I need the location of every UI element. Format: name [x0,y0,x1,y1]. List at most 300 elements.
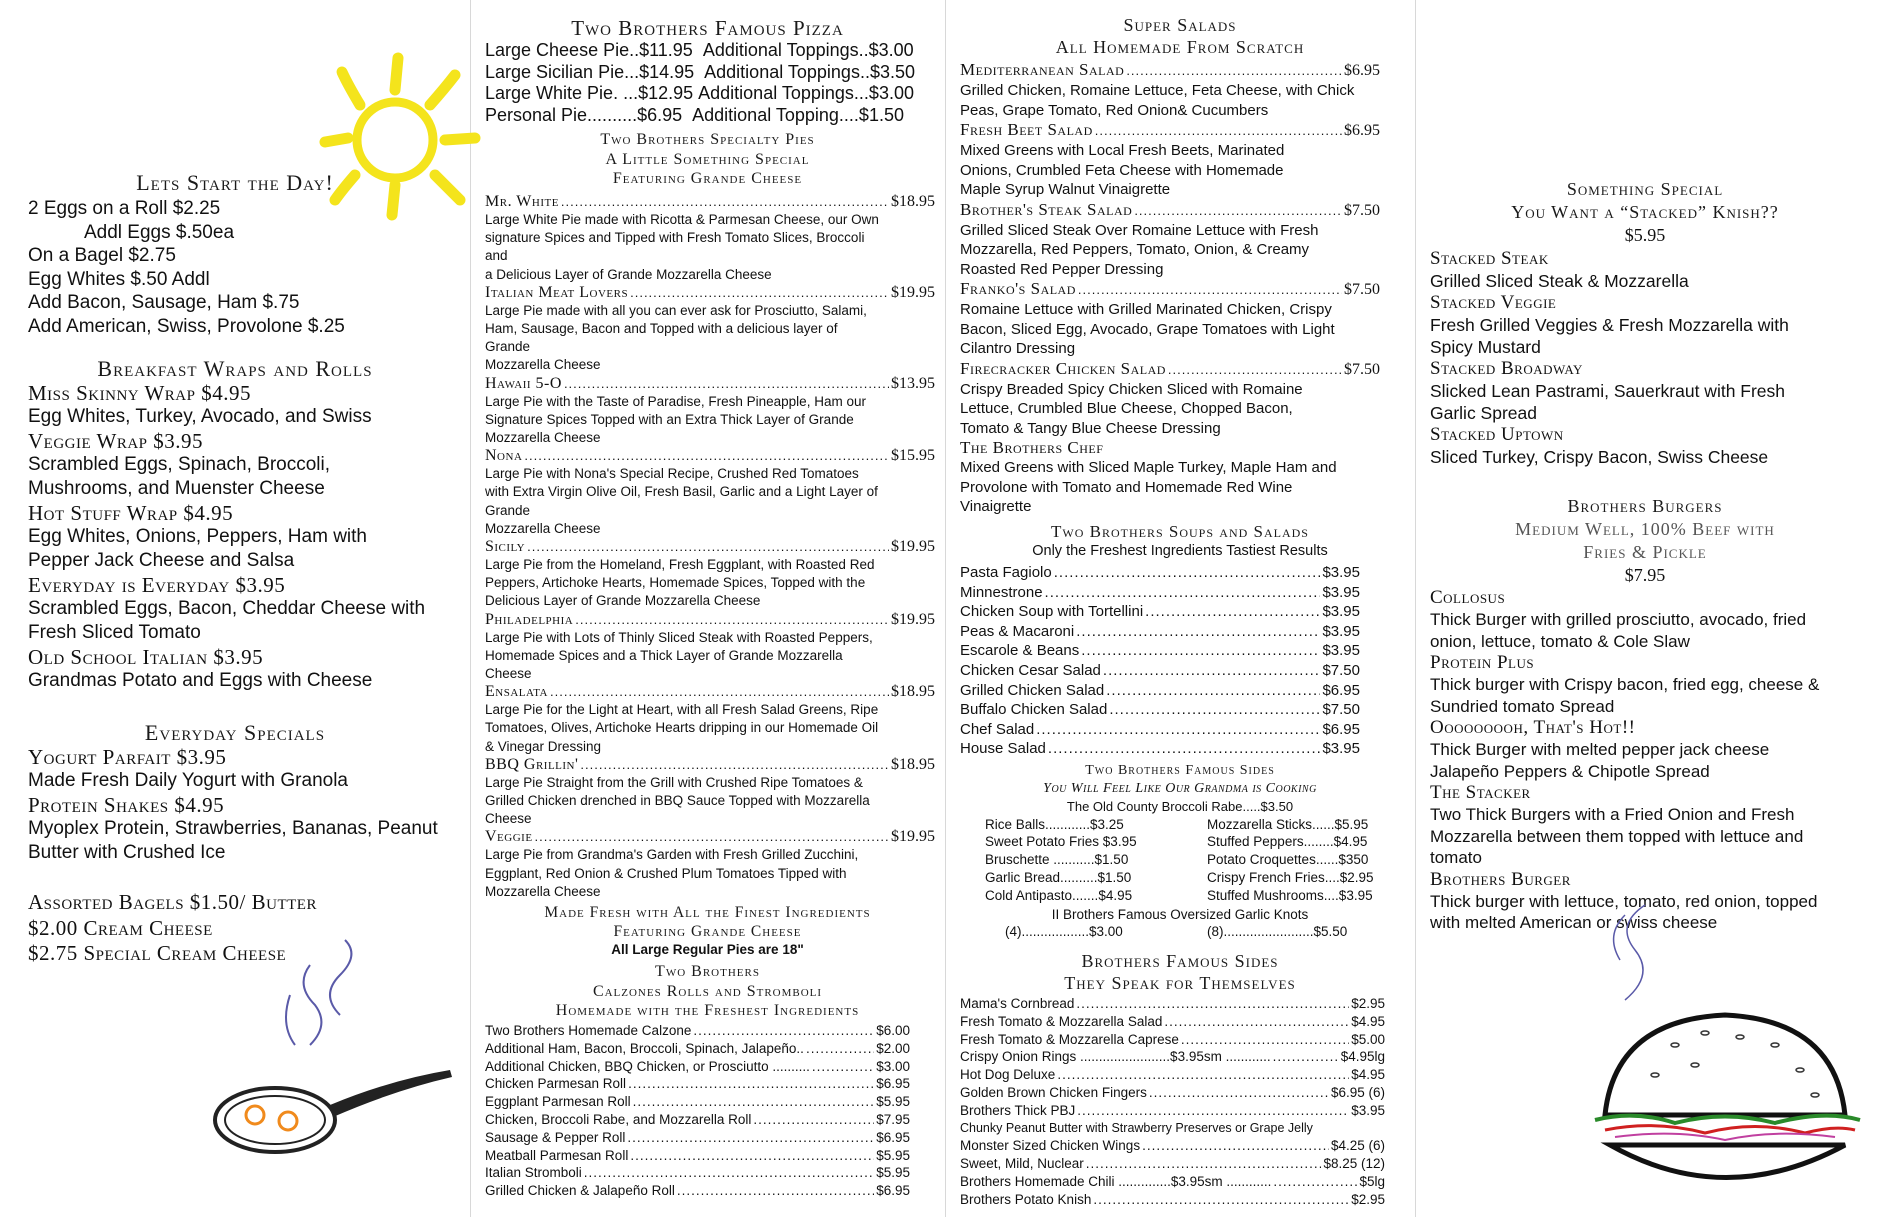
burger-desc: Two Thick Burgers with a Fried Onion and Fresh [1430,805,1795,824]
item-name: Additional Chicken, BBQ Chicken, or Prosciutto .......... [485,1058,810,1074]
item-price: $6.95 [876,1183,910,1199]
pie-name: Hawaii 5-O [485,374,562,392]
pie-name: Sicily [485,538,526,556]
item-name: Chicken, Broccoli Rabe, and Mozzarella Roll [485,1111,752,1127]
pie-price: $19.95 [891,828,935,846]
item-name: Two Brothers Homemade Calzone [485,1023,692,1038]
specialty-list [485,193,935,901]
broccoli-rabe: The Old County Broccoli Rabe.....$3.50 [1066,799,1294,814]
item-price: $3.00 [876,1058,910,1074]
menu-row [960,563,1360,583]
pie-name: Nona [485,447,523,465]
dot-leader [1036,720,1320,740]
pie-desc: Large Pie with Nona's Special Recipe, Crushed Red Tomatoes [485,466,859,482]
salad-desc: Tomato & Tangy Blue Cheese Dressing [960,419,1221,437]
pie-price: $18.95 [891,683,935,701]
side-item: Sweet Potato Fries $3.95 [985,834,1137,850]
knish-desc: Garlic Spread [1430,403,1537,423]
specialty-title: Two Brothers Specialty Pies [600,131,815,148]
knish-desc: Spicy Mustard [1430,337,1541,357]
salad-desc: Mixed Greens with Local Fresh Beets, Marinated [960,142,1285,159]
item-name: Peas & Macaroni [960,622,1075,640]
pie-price: $15.95 [891,447,935,465]
pie-size-note: All Large Regular Pies are 18" [611,942,804,957]
salad-desc: Maple Syrup Walnut Vinaigrette [960,181,1171,198]
garlic-knots-prices [945,923,1415,941]
burger-name: Ooooooooh, That's Hot!! [1430,717,1636,738]
special-titles [1415,178,1875,247]
pizza-row [485,62,945,84]
pie-desc: Tomatoes, Olives, Artichoke Hearts dripping in our Homemade Oil [485,720,879,736]
dot-leader [627,1129,874,1147]
menu-row [960,720,1360,740]
menu-row [485,1040,910,1058]
menu-row [960,1155,1385,1173]
start-day-line: Add American, Swiss, Provolone $.25 [28,315,345,337]
item-name: Buffalo Chicken Salad [960,701,1108,719]
dot-leader [527,538,889,556]
knish-desc: Sliced Turkey, Crispy Bacon, Swiss Cheese [1430,447,1769,467]
menu-row [960,1066,1385,1084]
item-name: Chicken Parmesan Roll [485,1076,627,1092]
salad-desc: Grilled Chicken, Romaine Lettuce, Feta Cheese, with Chick [960,82,1355,99]
pie-name: Philadelphia [485,610,574,628]
salads-subtitle: All Homemade From Scratch [1055,37,1305,57]
salad-desc: Romaine Lettuce with Grilled Marinated Chicken, Crispy [960,301,1332,318]
menu-row [960,1191,1385,1209]
pie-price: $19.95 [891,538,935,556]
side-item: Rice Balls............$3.25 [985,816,1124,832]
wrap-desc: Fresh Sliced Tomato [28,622,201,643]
sides-grid [945,816,1415,906]
salad-desc: Grilled Sliced Steak Over Romaine Lettuce with Fresh [960,221,1319,239]
dot-leader [1081,641,1320,661]
menu-row [485,1022,910,1040]
menu-row [960,1120,1385,1138]
salad-desc: Mixed Greens with Sliced Maple Turkey, Maple Ham and [960,459,1337,476]
dot-leader [693,1022,874,1040]
salad-name: Fresh Beet Salad [960,120,1093,139]
dot-leader [580,756,889,774]
item-price: $3.95 [1322,642,1360,660]
dot-leader [1126,61,1342,81]
item-price: $6.95 [876,1129,910,1145]
dot-leader [1086,1155,1322,1173]
item-price: $7.50 [1322,661,1360,679]
menu-row [960,1048,1385,1066]
pie-desc: Grande [485,339,531,355]
wrap-desc: Mushrooms, and Muenster Cheese [28,478,325,499]
dot-leader [1095,121,1342,141]
pie-desc: Large Pie Straight from the Grill with Crushed Ripe Tomatoes & [485,774,863,790]
item-price: $8.25 (12) [1323,1156,1385,1172]
item-price: $4.95 [1351,1013,1385,1029]
item-price: $5.95 [876,1147,910,1163]
soup-list [960,563,1360,759]
pie-desc: Peppers, Artichoke Hearts, Homemade Spices, Topped with the [485,575,866,591]
menu-row [485,1147,910,1165]
item-name: Crispy Onion Rings ........................$3.95sm ............ [960,1049,1271,1065]
start-day-line: Add Bacon, Sausage, Ham $.75 [28,292,300,313]
dot-leader [1273,1173,1357,1191]
salad-name: Firecracker Chicken Salad [960,358,1166,378]
soups-title: Two Brothers Soups and Salads [1051,522,1309,541]
dot-leader [1076,622,1320,642]
calzone-title: Homemade with the Freshest Ingredients [555,1002,860,1019]
menu-row [960,1102,1385,1120]
item-price: $3.95 [1322,564,1360,581]
menu-row [960,1173,1385,1191]
knish-desc: Grilled Sliced Steak & Mozzarella [1430,271,1689,291]
wraps-title: Breakfast Wraps and Rolls [97,356,373,381]
burger-desc: tomato [1430,848,1482,867]
pizza-price: Large Cheese Pie..$11.95 [485,40,693,60]
menu-row [960,995,1385,1013]
item-price: $6.95 (6) [1330,1084,1385,1100]
salad-name: Franko's Salad [960,279,1076,298]
dot-leader [524,447,889,465]
item-name: Pasta Fagiolo [960,564,1052,581]
salad-price: $7.50 [1344,201,1380,219]
burger-desc: onion, lettuce, tomato & Cole Slaw [1430,631,1690,651]
menu-row [485,1129,910,1147]
item-name: Brothers Homemade Chili ..............$3.95sm ............ [960,1173,1272,1189]
pie-desc: Signature Spices Topped with an Extra Thick Layer of Grande [485,411,854,427]
menu-row [960,1031,1385,1049]
menu-row [960,700,1360,720]
dot-leader [1149,1084,1329,1102]
salad-name-row [960,279,1380,300]
item-price: $3.95 [1322,583,1360,601]
item-name: House Salad [960,740,1046,758]
column-salads [945,0,1415,1217]
special-name: Yogurt Parfait $3.95 [28,745,227,769]
bagel-line: $2.75 Special Cream Cheese [28,941,287,965]
menu-row [485,1111,910,1129]
pizza-price: Large White Pie. ...$12.95 [485,83,694,103]
dot-leader [677,1182,874,1200]
item-price: $3.95 [1322,603,1360,621]
dot-leader [1103,661,1321,681]
pie-desc: signature Spices and Tipped with Fresh Tomato Slices, Broccoli [485,230,865,246]
salad-price: $6.95 [1344,122,1380,139]
pie-price: $19.95 [891,283,935,301]
dot-leader [1054,563,1321,583]
knish-name: Stacked Steak [1430,248,1549,269]
salad-desc: Onions, Crumbled Feta Cheese with Homemade [960,161,1284,179]
item-price: $6.95 [1322,720,1360,738]
special-subtitle: You Want a “Stacked” Knish?? [1511,202,1779,222]
pie-name: Italian Meat Lovers [485,283,629,301]
column-breakfast [0,0,470,1217]
specialty-footer [470,903,945,959]
item-name: Additional Ham, Bacon, Broccoli, Spinach, Jalapeño.. [485,1040,804,1056]
special-desc: Myoplex Protein, Strawberries, Bananas, Peanut [28,818,438,839]
sides2-subtitle: They Speak for Themselves [1064,973,1296,993]
pie-desc: and [485,248,508,264]
pizza-row [485,40,945,62]
wrap-desc: Scrambled Eggs, Bacon, Cheddar Cheese with [28,598,426,619]
side-item: Garlic Bread..........$1.50 [985,869,1132,885]
pie-name-row [485,611,935,629]
knots-price-8: (8)........................$5.50 [1207,924,1348,939]
item-name: Escarole & Beans [960,642,1080,660]
dot-leader [628,1075,874,1093]
dot-leader [1076,995,1349,1013]
salad-desc: Peas, Grape Tomato, Red Onion& Cucumbers [960,101,1269,119]
wrap-name: Veggie Wrap $3.95 [28,429,204,453]
pie-desc: Mozzarella Cheese [485,430,601,446]
salad-desc: Mozzarella, Red Peppers, Tomato, Onion, & Creamy [960,241,1310,258]
burger-desc: Sundried tomato Spread [1430,696,1615,716]
start-day-list [28,197,345,338]
item-price: $4.25 (6) [1330,1138,1385,1154]
item-name: Chicken Cesar Salad [960,661,1101,679]
salad-price: $7.50 [1344,281,1380,298]
dot-leader [535,828,889,846]
salad-list [960,60,1380,517]
salad-desc: Roasted Red Pepper Dressing [960,260,1164,278]
burger-name: Protein Plus [1430,652,1535,673]
pie-name-row [485,193,935,211]
pizza-prices [485,40,945,126]
item-price: $5.95 [876,1165,910,1181]
special-title: Something Special [1566,179,1724,199]
item-price: $4.95lg [1340,1049,1385,1065]
menu-row [485,1058,910,1076]
item-price: $5.95 [876,1094,910,1110]
item-price: $3.95 [1322,740,1360,758]
start-day-line: 2 Eggs on a Roll $2.25 [28,198,221,219]
wrap-name: Everyday is Everyday $3.95 [28,573,286,597]
garlic-knots: II Brothers Famous Oversized Garlic Knots [1051,906,1309,922]
item-name: Brothers Potato Knish [960,1191,1092,1207]
pie-name: BBQ Grillin' [485,755,579,773]
burger-title: Brothers Burgers [1567,496,1723,516]
specialty-footer-line: Featuring Grande Cheese [613,923,802,940]
menu-row [960,739,1360,759]
item-price: $7.50 [1322,701,1360,719]
sides2-list [960,995,1385,1209]
wrap-name: Miss Skinny Wrap $4.95 [28,381,251,405]
dot-leader [1273,1048,1339,1066]
pie-desc: Grilled Chicken drenched in BBQ Sauce Topped with Mozzarella [485,793,870,809]
sides2-titles [945,950,1415,994]
item-name: Fresh Tomato & Mozzarella Salad [960,1013,1163,1029]
knish-desc: Slicked Lean Pastrami, Sauerkraut with Fresh [1430,381,1786,401]
item-name: Hot Dog Deluxe [960,1067,1056,1083]
burger-name: Collosus [1430,587,1506,608]
sides-right [1207,816,1374,905]
item-name: Sweet, Mild, Nuclear [960,1156,1084,1172]
pie-name-row [485,375,935,393]
start-day-line: Egg Whites $.50 Addl [28,268,210,290]
burger-desc: Thick Burger with grilled prosciutto, avocado, fried [1430,610,1807,629]
item-name: Meatball Parmesan Roll [485,1147,629,1163]
wrap-desc: Egg Whites, Turkey, Avocado, and Swiss [28,406,372,427]
everyday-title: Everyday Specials [144,720,326,745]
burger-desc: Thick Burger with melted pepper jack cheese [1430,740,1770,759]
soups-subtitle: Only the Freshest Ingredients Tastiest Results [1032,543,1328,559]
special-list [1430,248,1870,468]
wrap-desc: Scrambled Eggs, Spinach, Broccoli, [28,454,331,475]
item-name: Mama's Cornbread [960,996,1075,1011]
pie-price: $18.95 [891,193,935,210]
pie-desc: Grande [485,502,531,518]
calzone-title: Calzones Rolls and Stromboli [592,982,823,1000]
special-desc: Butter with Crushed Ice [28,842,226,863]
menu-row [485,1182,910,1200]
item-name: Chunky Peanut Butter with Strawberry Preserves or Grape Jelly [960,1120,1313,1135]
pie-desc: Large Pie for the Light at Heart, with all Fresh Salad Greens, Ripe [485,702,879,718]
item-name: Brothers Thick PBJ [960,1102,1076,1118]
menu-row [960,583,1360,603]
pie-name-row [485,538,935,556]
side-item: Potato Croquettes......$350 [1207,852,1369,868]
burger-list [1430,587,1880,934]
salad-price: $6.95 [1344,62,1380,79]
item-name: Minnestrone [960,583,1043,601]
salad-name-row [960,60,1380,81]
pie-desc: Large Pie made with all you can ever ask for Prosciutto, Salami, [485,302,867,318]
item-price: $6.00 [876,1023,910,1038]
menu-row [960,1137,1385,1155]
dot-leader [630,1147,874,1165]
menu-row [960,622,1360,642]
dot-leader [561,193,889,211]
famous-sides-title: Two Brothers Famous Sides [1085,763,1275,778]
item-name: Grilled Chicken & Jalapeño Roll [485,1183,675,1199]
dot-leader [1142,1137,1329,1155]
burger-icon [1575,905,1875,1210]
salad-name: Brother's Steak Salad [960,199,1133,219]
salad-desc: Provolone with Tomato and Homemade Red Wine [960,478,1293,496]
pie-name: Mr. White [485,193,559,210]
dot-leader [806,1040,874,1058]
dot-leader [1078,280,1342,300]
salad-desc: Cilantro Dressing [960,340,1076,357]
wrap-desc: Grandmas Potato and Eggs with Cheese [28,670,373,691]
item-price: $2.00 [876,1040,910,1056]
pie-name-row [485,447,935,465]
pie-desc: & Vinegar Dressing [485,738,602,754]
pie-desc: a Delicious Layer of Grande Mozzarella Cheese [485,266,772,282]
menu-row [960,641,1360,661]
dot-leader [1168,360,1342,380]
menu-row [960,1084,1385,1102]
menu-row [485,1075,910,1093]
burger-desc: with melted American or swiss cheese [1430,913,1718,932]
burger-desc: Thick burger with Crispy bacon, fried egg, cheese & [1430,675,1820,694]
item-price: $4.95 [1351,1067,1385,1083]
item-price: $6.95 [876,1076,910,1092]
pizza-price: Large Sicilian Pie...$14.95 [485,61,695,82]
item-price: $5lg [1359,1173,1385,1189]
salad-price: $7.50 [1344,360,1380,378]
topping-price: Additional Toppings...$3.00 [698,83,914,103]
item-price: $6.95 [1322,681,1360,699]
pie-desc: Large White Pie made with Ricotta & Parmesan Cheese, our Own [485,212,879,227]
dot-leader [1045,583,1321,603]
dot-leader [633,1093,875,1111]
salad-name: Mediterranean Salad [960,60,1125,79]
item-price: $2.95 [1351,996,1385,1011]
menu-row [960,681,1360,701]
dot-leader [1109,700,1320,720]
side-item: Stuffed Mushrooms....$3.95 [1207,887,1373,903]
pie-desc: Cheese [485,666,532,682]
wrap-desc: Egg Whites, Onions, Peppers, Ham with [28,526,367,547]
pie-name-row [485,756,935,774]
burger-name: Brothers Burger [1430,868,1571,890]
pie-name-row [485,683,935,701]
salads-title: Super Salads [1123,15,1237,35]
salad-name-row [960,200,1380,221]
dot-leader [753,1111,874,1129]
wraps-list [28,381,468,693]
dot-leader [564,375,889,393]
pie-desc: Large Pie with the Taste of Paradise, Fresh Pineapple, Ham our [485,393,866,409]
pie-name: Ensalata [485,683,549,701]
pie-desc: Ham, Sausage, Bacon and Topped with a delicious layer of [485,321,838,337]
pizza-row [485,83,945,105]
dot-leader [1145,602,1320,622]
dot-leader [1134,201,1342,221]
topping-price: Additional Topping....$1.50 [692,104,904,125]
pie-desc: Eggplant, Red Onion & Crushed Plum Tomatoes Tipped with [485,865,847,881]
pizza-price: Personal Pie..........$6.95 [485,104,683,125]
salad-desc: Lettuce, Crumbled Blue Cheese, Chopped Bacon, [960,400,1293,417]
item-name: Italian Stromboli [485,1165,582,1181]
start-day-title: Lets Start the Day! [136,170,334,195]
calzone-titles [470,962,945,1021]
item-price: $3.95 [1351,1102,1385,1118]
pie-desc: Homemade Spices and a Thick Layer of Grande Mozzarella [485,647,843,663]
dot-leader [1181,1031,1349,1049]
famous-sides-subtitle: You Will Feel Like Our Grandma is Cooking [1043,781,1317,796]
salads-titles [945,14,1415,58]
pizza-title: Two Brothers Famous Pizza [571,16,844,40]
sides2-title: Brothers Famous Sides [1081,951,1279,971]
side-item: Stuffed Peppers........$4.95 [1207,834,1368,850]
pie-desc: Large Pie from the Homeland, Fresh Eggplant, with Roasted Red [485,557,875,573]
burger-titles [1415,495,1875,587]
burger-price: $7.95 [1624,565,1666,585]
dot-leader [550,683,889,701]
side-item: Cold Antipasto.......$4.95 [985,887,1133,903]
knish-name: Stacked Veggie [1430,292,1557,313]
side-item: Crispy French Fries....$2.95 [1207,869,1374,885]
menu-row [485,1164,910,1182]
start-day-line: On a Bagel $2.75 [28,245,176,266]
pie-name-row [485,828,935,846]
pie-desc: Delicious Layer of Grande Mozzarella Cheese [485,593,761,609]
knish-name: Stacked Broadway [1430,358,1583,379]
item-price: $3.95 [1322,622,1360,640]
pie-desc: with Extra Virgin Olive Oil, Fresh Basil, Garlic and a Light Layer of [485,484,878,500]
pie-desc: Large Pie with Lots of Thinly Sliced Steak with Roasted Peppers, [485,629,873,645]
pie-name-row [485,284,935,302]
specialty-footer-line: Made Fresh with All the Finest Ingredients [544,904,871,921]
pie-desc: Mozzarella Cheese [485,520,601,536]
pie-desc: Large Pie from Grandma's Garden with Fresh Grilled Zucchini, [485,847,859,863]
burger-name: The Stacker [1430,782,1531,803]
calzone-title: Two Brothers [655,963,760,980]
famous-sides [945,762,1415,941]
pie-name: Veggie [485,828,533,846]
pie-price: $13.95 [891,374,935,392]
item-name: Eggplant Parmesan Roll [485,1094,631,1110]
